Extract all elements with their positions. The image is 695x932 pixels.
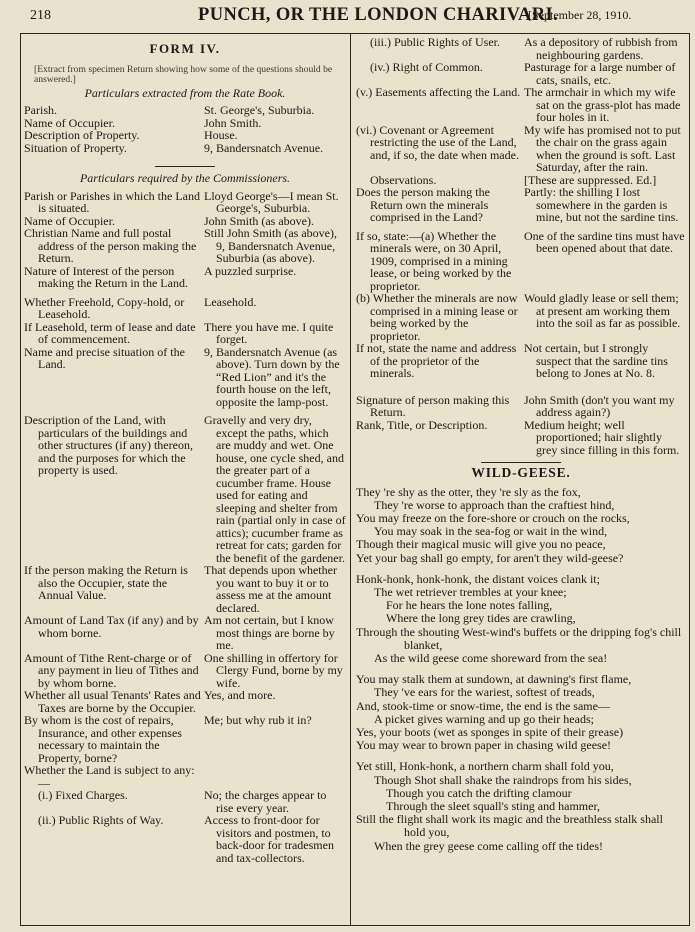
- row-label: Signature of person making this Return.: [356, 392, 510, 419]
- observations-value: [These are suppressed. Ed.]: [524, 172, 657, 187]
- poem-line: You may freeze on the fore-shore or crouch on the rocks,: [356, 510, 630, 525]
- row-value: No; the charges appear to rise every year.: [204, 788, 327, 815]
- form-row: [356, 394, 686, 419]
- row-value: Not certain, but I strongly suspect that the sardine tins belong to Jones at No. 8.: [524, 341, 668, 380]
- page-header: [0, 0, 695, 32]
- row-label: Rank, Title, or Description.: [356, 417, 488, 432]
- poem-line: Though you catch the drifting clamour: [386, 785, 572, 800]
- poem-line: Where the long grey tides are crawling,: [386, 611, 576, 626]
- row-value: The armchair in which my wife sat on the grass-plot has made four holes in it.: [524, 85, 681, 124]
- row-label: Does the person making the Return own the minerals comprised in the Land?: [356, 185, 490, 224]
- row-label: (b) Whether the minerals are now comprised in a mining lease or being worked by the proprietor.: [356, 291, 518, 343]
- rate-book-row: [24, 129, 346, 142]
- issue-date: [September 28, 1910.: [528, 8, 632, 22]
- row-value: Leasehold.: [204, 294, 257, 309]
- row-value: John Smith (as above).: [204, 213, 314, 228]
- section-divider: [155, 166, 215, 167]
- poem-line: And, stook-time or snow-time, the end is the same—: [356, 698, 610, 713]
- form-row: [24, 296, 346, 321]
- row-value: Am not certain, but I know most things are borne by me.: [204, 613, 335, 652]
- form-row: [24, 321, 346, 346]
- poem-line: As the wild geese come shoreward from the sea!: [374, 650, 608, 665]
- extract-note: [Extract from specimen Return showing how some of the questions should be answered.]: [34, 63, 333, 85]
- row-value: Still John Smith (as above), 9, Bandersnatch Avenue, Suburbia (as above).: [204, 226, 337, 265]
- row-value: One of the sardine tins must have been opened about that date.: [524, 228, 685, 255]
- subject-row: [24, 789, 346, 814]
- poem-line: Yet still, Honk-honk, a northern charm shall fold you,: [356, 759, 614, 774]
- form-row: [24, 689, 346, 714]
- form-row: [356, 61, 686, 86]
- row-label: Whether the Land is subject to any:—: [24, 763, 195, 790]
- row-value: Lloyd George's—I mean St. George's, Suburbia.: [204, 188, 339, 215]
- form-row: [24, 190, 346, 215]
- commissioners-list: [24, 190, 346, 865]
- row-label: (vi.) Covenant or Agreement restricting the use of the Land, and, if so, the date when made.: [356, 122, 519, 162]
- row-value: 9, Bandersnatch Avenue.: [204, 140, 324, 155]
- row-value: That depends upon whether you want to buy it or to assess me at the amount declared.: [204, 563, 337, 615]
- poem-line: Yes, your boots (wet as sponges in spite of their grease): [356, 724, 624, 739]
- observations-label: Observations.: [370, 172, 437, 187]
- row-label: Nature of Interest of the person making the Return in the Land.: [24, 263, 188, 290]
- poem-line: Though Shot shall shake the raindrops from his sides,: [374, 772, 632, 787]
- form-row: [24, 564, 346, 614]
- row-value: As a depository of rubbish from neighbouring gardens.: [524, 35, 678, 62]
- row-value: Yes, and more.: [204, 688, 276, 702]
- row-label: (v.) Easements affecting the Land.: [356, 85, 521, 99]
- form-row: [24, 764, 346, 789]
- form-row: [356, 342, 686, 380]
- row-label: Parish or Parishes in which the Land is situated.: [24, 188, 200, 215]
- form-row: [356, 419, 686, 457]
- row-value: Access to front-door for visitors and postmen, to back-door for tradesmen and tax-collectors.: [204, 813, 334, 865]
- row-value: Partly: the shilling I lost somewhere in the garden is mine, but not the sardine tins.: [524, 185, 679, 224]
- row-label: Situation of Property.: [24, 140, 127, 155]
- poem-line: You may soak in the sea-fog or wait in the wind,: [374, 524, 608, 539]
- row-value: [204, 764, 346, 789]
- page-number: 218: [30, 8, 51, 23]
- poem-title: WILD-GEESE.: [471, 465, 571, 480]
- form-row: [24, 414, 346, 564]
- right-column: [356, 36, 686, 861]
- row-label: Amount of Tithe Rent-charge or of any payment in lieu of Tithes and by whom borne.: [24, 650, 199, 690]
- form-row: [24, 265, 346, 290]
- rate-book-list: [24, 104, 346, 154]
- poem-line: When the grey geese come calling off the tides!: [374, 838, 604, 853]
- poem-line: Honk-honk, honk-honk, the distant voices clank it;: [356, 571, 600, 586]
- rate-book-row: [24, 142, 346, 155]
- row-value: 9, Bandersnatch Avenue (as above). Turn down by the “Red Lion” and it's the fourth house on the left, opposite the lamp-post.: [204, 344, 340, 409]
- poem-line: They 're shy as the otter, they 're sly as the fox,: [356, 484, 581, 499]
- row-label: (ii.) Public Rights of Way.: [38, 813, 164, 827]
- form-title: FORM IV.: [149, 41, 221, 56]
- poem-stanza: [356, 673, 686, 752]
- row-label: Parish.: [24, 103, 57, 117]
- row-value: John Smith (don't you want my address again?): [524, 392, 675, 419]
- row-label: By whom is the cost of repairs, Insurance, and other expenses necessary to maintain the Property, borne?: [24, 713, 182, 765]
- row-label: (i.) Fixed Charges.: [38, 788, 128, 802]
- poem-line: You may stalk them at sundown, at dawning's first flame,: [356, 672, 632, 687]
- form-row: [356, 292, 686, 342]
- poem-stanza: [356, 486, 686, 565]
- row-label: If the person making the Return is also the Occupier, state the Annual Value.: [24, 563, 188, 602]
- poem-line: Through the shouting West-wind's buffets or the dripping fog's chill blanket,: [356, 624, 682, 652]
- subject-row: [24, 814, 346, 864]
- rate-book-row: [24, 104, 346, 117]
- row-label: Name of Occupier.: [24, 213, 115, 228]
- commissioners-heading: Particulars required by the Commissioners.: [79, 171, 291, 185]
- poem-line: A picket gives warning and up go their heads;: [374, 711, 594, 726]
- row-value: A puzzled surprise.: [204, 263, 297, 278]
- row-value: House.: [204, 128, 238, 142]
- poem-line: For he hears the lone notes falling,: [386, 598, 553, 613]
- form-row: [24, 714, 346, 764]
- poem-line: Yet your bag shall go empty, for aren't they wild-geese?: [356, 550, 624, 565]
- poem-line: You may wear to brown paper in chasing wild geese!: [356, 738, 612, 753]
- poem-stanza: [356, 760, 686, 852]
- rights-list: [356, 36, 686, 456]
- row-label: If not, state the name and address of the proprietor of the minerals.: [356, 341, 517, 380]
- row-label: Name and precise situation of the Land.: [24, 344, 185, 371]
- row-label: Description of the Land, with particulars of the buildings and other structures (if any) thereon, and the purposes for which the property is used.: [24, 413, 193, 477]
- poem-line: Still the flight shall work its magic and the breathless stalk shall hold you,: [356, 812, 663, 840]
- row-value: Pasturage for a large number of cats, snails, etc.: [524, 60, 676, 87]
- row-value: Me; but why rub it in?: [204, 713, 312, 727]
- row-label: (iii.) Public Rights of User.: [370, 35, 500, 49]
- form-row: [356, 86, 686, 124]
- running-title: PUNCH, OR THE LONDON CHARIVARI.: [198, 5, 559, 25]
- column-divider: [350, 33, 351, 926]
- form-row: [24, 614, 346, 652]
- poem-line: They 're worse to approach than the craftiest hind,: [374, 497, 615, 512]
- row-label: Whether all usual Tenants' Rates and Taxes are borne by the Occupier.: [24, 688, 201, 715]
- row-value: St. George's, Suburbia.: [204, 103, 315, 117]
- row-value: There you have me. I quite forget.: [204, 319, 334, 346]
- poem-stanza: [356, 573, 686, 665]
- form-row: [24, 652, 346, 690]
- row-label: Amount of Land Tax (if any) and by whom borne.: [24, 613, 199, 640]
- form-row: [24, 346, 346, 409]
- row-label: If Leasehold, term of lease and date of commencement.: [24, 319, 196, 346]
- form-row: [356, 186, 686, 224]
- poem-line: The wet retriever trembles at your knee;: [374, 584, 567, 599]
- row-value: Medium height; well proportioned; hair slightly grey since filling in this form.: [524, 417, 680, 457]
- form-row: [24, 227, 346, 265]
- form-row: [356, 124, 686, 174]
- form-row: [356, 230, 686, 293]
- poem-line: Through the sleet squall's sting and hammer,: [386, 798, 600, 813]
- poem-line: They 've ears for the wariest, softest of treads,: [374, 685, 595, 700]
- poem-line: Though their magical music will give you no peace,: [356, 537, 606, 552]
- row-label: If so, state:—(a) Whether the minerals were, on 30 April, 1909, comprised in a mining lease, or being worked by the proprietor.: [356, 228, 512, 293]
- section-divider: [481, 462, 561, 463]
- rate-book-heading: Particulars extracted from the Rate Book.: [84, 85, 286, 100]
- row-label: Description of Property.: [24, 128, 140, 142]
- row-label: Name of Occupier.: [24, 115, 115, 130]
- row-value: Would gladly lease or sell them; at present am working them into the soil as far as possible.: [524, 291, 681, 330]
- form-row: [356, 36, 686, 61]
- left-column: [24, 36, 346, 864]
- row-label: Christian Name and full postal address of the person making the Return.: [24, 226, 197, 265]
- row-value: My wife has promised not to put the chair on the grass again when the ground is soft. Last Saturday, after the rain.: [524, 122, 681, 174]
- row-value: Gravelly and very dry, except the paths, which are muddy and wet. One house, one cycle shed, and the greater part of a cucumber frame. House used for eating and sleeping and shelter from rain (partial only in case of attics); cucumber frame as retreat for cats; garden for the benefit of the gardener.: [204, 413, 346, 565]
- row-value: One shilling in offertory for Clergy Fund, borne by my wife.: [204, 650, 343, 690]
- poem: [356, 486, 686, 853]
- row-label: (iv.) Right of Common.: [370, 60, 483, 74]
- row-value: John Smith.: [204, 115, 262, 130]
- row-label: Whether Freehold, Copy-hold, or Leasehold.: [24, 294, 185, 321]
